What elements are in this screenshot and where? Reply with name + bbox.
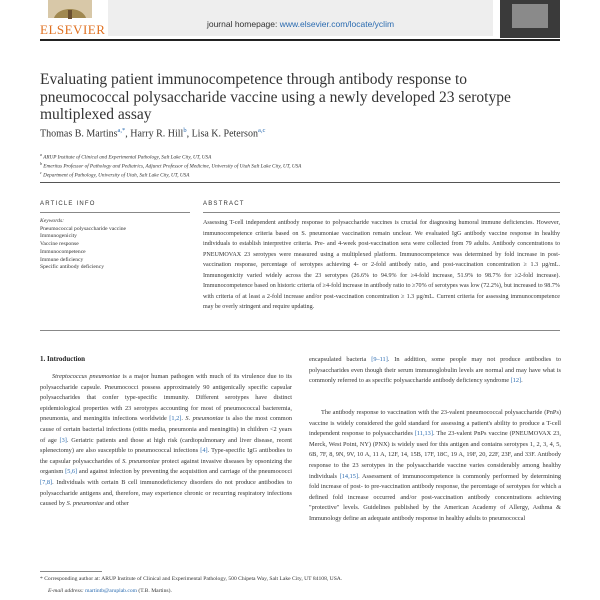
author-name[interactable]: Harry R. Hill (130, 128, 184, 140)
journal-homepage-link[interactable]: www.elsevier.com/locate/yclim (279, 19, 395, 29)
citation-link[interactable]: [3] (59, 436, 67, 444)
author-affiliation-marker[interactable]: b (183, 127, 187, 134)
journal-homepage-label: journal homepage: (206, 19, 280, 29)
citation-link[interactable]: [11,13] (414, 430, 433, 438)
section-heading-introduction: 1. Introduction (40, 355, 85, 363)
keyword: Immunogenicity (40, 233, 77, 240)
journal-cover-thumbnail (500, 0, 560, 38)
body-paragraph: encapsulated bacteria [9–11]. In addition, some people may not produce antibodies to polysaccharides even though their serum immunoglobulin levels are normal and may have what is commonly referred to as specific polysaccharide antibody deficiency syndrome [12]. (309, 356, 561, 385)
publisher-name: ELSEVIER (40, 22, 106, 37)
journal-homepage (108, 19, 493, 29)
keyword: Pneumococcal polysaccharide vaccine (40, 225, 127, 232)
citation-link[interactable]: [7,8] (40, 478, 53, 486)
author-name[interactable]: Thomas B. Martins (40, 128, 118, 140)
author-affiliation-marker[interactable]: a,* (117, 127, 126, 134)
affiliation: $^b$ Emeritus Professor of Pathology and Pediatrics, Adjunct Professor of Medicine, University of Utah Salt Lake City, UT, USA (40, 161, 302, 170)
author-list: Thomas B. Martins$^{a,*}$, Harry R. Hill$^b$, Lisa K. Peterson$^{a,c}$ (40, 127, 266, 140)
body-paragraph: The antibody response to vaccination with the 23-valent pneumococcal polysaccharide (PnPs) vaccine is widely considered the gold standard for assessing a patient's ability to produce a T-cell independent response to polysaccharides [11,13]. The 23-valent PnPs vaccine (PNEUMOVAX 23, Merck, West Point, NY) (PNX) is widely used for this antigen and contains serotypes 1, 2, 3, 4, 5, 6B, 7F, 8, 9N, 9V, 10 A, 11 A, 12F, 14, 15B, 17F, 18C, 19 A, 19F, 20, 22F, 23F, and 33F. Antibody response to the 23 serotypes in the polysaccharide vaccine varies considerably among healthy individuals [14,15]. Assessment of immunocompetence is commonly performed by determining fold increase of post- to pre-vaccination antibody response, the percentage of serotypes for which a defined fold increase occurred and/or post-vaccination antibody concentrations achieving "protective" levels. Guidelines published by the American Academy of Allergy, Asthma & Immunology define an adequate antibody response in healthy adults to pneumococcal (309, 409, 561, 522)
keywords-list (40, 218, 190, 272)
citation-link[interactable]: [12] (510, 377, 522, 385)
corresponding-author-note: * Corresponding author at: ARUP Institute of Clinical and Experimental Pathology, 500 Chipeta Way, Salt Lake City, UT 84108, USA. (40, 576, 343, 582)
abstract-bottom-divider (40, 330, 560, 331)
citation-link[interactable]: [5,6] (65, 468, 78, 476)
affiliation-divider (40, 182, 560, 183)
keyword: Specific antibody deficiency (40, 264, 104, 271)
abstract-divider (203, 212, 560, 213)
citation-link[interactable]: [14,15] (339, 472, 359, 480)
body-paragraph: Streptococcus pneumoniae is a major human pathogen with much of its virulence due to its polysaccharide capsule. Pneumococci possess approximately 90 antigenically specific capsular polysaccharides that confer type-specific immunity. Different serotypes have distinct epidemiological properties with 23 serotypes accounting for most of pneumococcal bacteremia, pneumonia, and meningitis infections worldwide [1,2]. S. pneumoniae is also the most common cause of certain bacterial infections (otitis media, pneumonia and meningitis) in children <2 years of age [3]. Geriatric patients and those at high risk (cardiopulmonary and liver disease, recent splenectomy) are also susceptible to pneumococcal infections [4]. Type-specific IgG antibodies to the capsular polysaccharides of S. pneumoniae protect against invasive diseases by opsonizing the organism [5,6] and against infection by preventing the acquisition and carriage of the pneumococci [7,8]. Individuals with certain B cell immunodeficiency disorders do not produce antibodies to polysaccharide antigens and, therefore, may experience chronic or recurring respiratory infections caused by S. pneumoniae and other (40, 373, 293, 508)
email-link[interactable]: martintb@aruplab.com (85, 588, 137, 594)
article-info-heading: ARTICLE INFO (40, 201, 96, 207)
keyword: Immune deficiency (40, 256, 84, 263)
keyword: Immunocompetence (40, 248, 86, 255)
abstract-body: Assessing T-cell independent antibody response to polysaccharide vaccines is crucial for diagnosing humoral immune deficiencies. However, immunocompetence criteria based on S. pneumoniae vaccination remain unclear. We evaluated IgG antibody vaccine response in healthy individuals to establish interpretive criteria. Pre- and 4-week post-vaccination sera were collected from 79 adults. Antibody concentrations to PNEUMOVAX 23 serotypes were measured using a multiplexed platform. Immunocompetence was determined by fold increase in post-vaccination response, percentage of serotypes achieving 4- or 2-fold antibody ratio, and post-vaccination concentration ≥ 1.3 µg/mL. Immunogenicity varied widely across the 23 serotypes (26.6% to 94.9% for ≥4-fold increase, 51.9% to 98.7% for ≥2-fold increase). Immunocompetence based on historic criteria of ≥4-fold increase in antibody ratio to ≥70% of serotypes was low (72.2%), but increased to 98.7% with criteria of at least a 2-fold increase and/or post-vaccination concentration ≥ 1.3 µg/mL. Current criteria for assessing immunocompetence may be overly stringent and require updating. (203, 220, 560, 311)
article-title: Evaluating patient immunocompetence through antibody response to pneumococcal polysaccharide vaccine using a newly developed 23 serotype multiplexed assay (40, 71, 511, 123)
abstract-heading: ABSTRACT (203, 201, 245, 207)
citation-link[interactable]: [4] (200, 447, 208, 455)
footnote-divider (40, 571, 102, 572)
journal-header (0, 0, 600, 44)
citation-link[interactable]: [1,2] (169, 415, 182, 423)
affiliation: $^c$ Department of Pathology, University of Utah, Salt Lake City, UT, USA (40, 170, 190, 179)
author-affiliation-marker[interactable]: a,c (257, 127, 266, 134)
article-info-divider (40, 212, 190, 213)
journal-banner (108, 0, 493, 36)
citation-link[interactable]: [9–11] (371, 356, 388, 363)
email-note: E-mail address: martintb@aruplab.com (T.B. Martins). (48, 588, 172, 594)
keyword: Vaccine response (40, 241, 79, 248)
header-divider (40, 39, 560, 41)
author-name[interactable]: Lisa K. Peterson (191, 128, 258, 140)
keywords-label: Keywords: (40, 218, 65, 224)
affiliation: $^a$ ARUP Institute of Clinical and Experimental Pathology, Salt Lake City, UT, USA (40, 152, 212, 161)
